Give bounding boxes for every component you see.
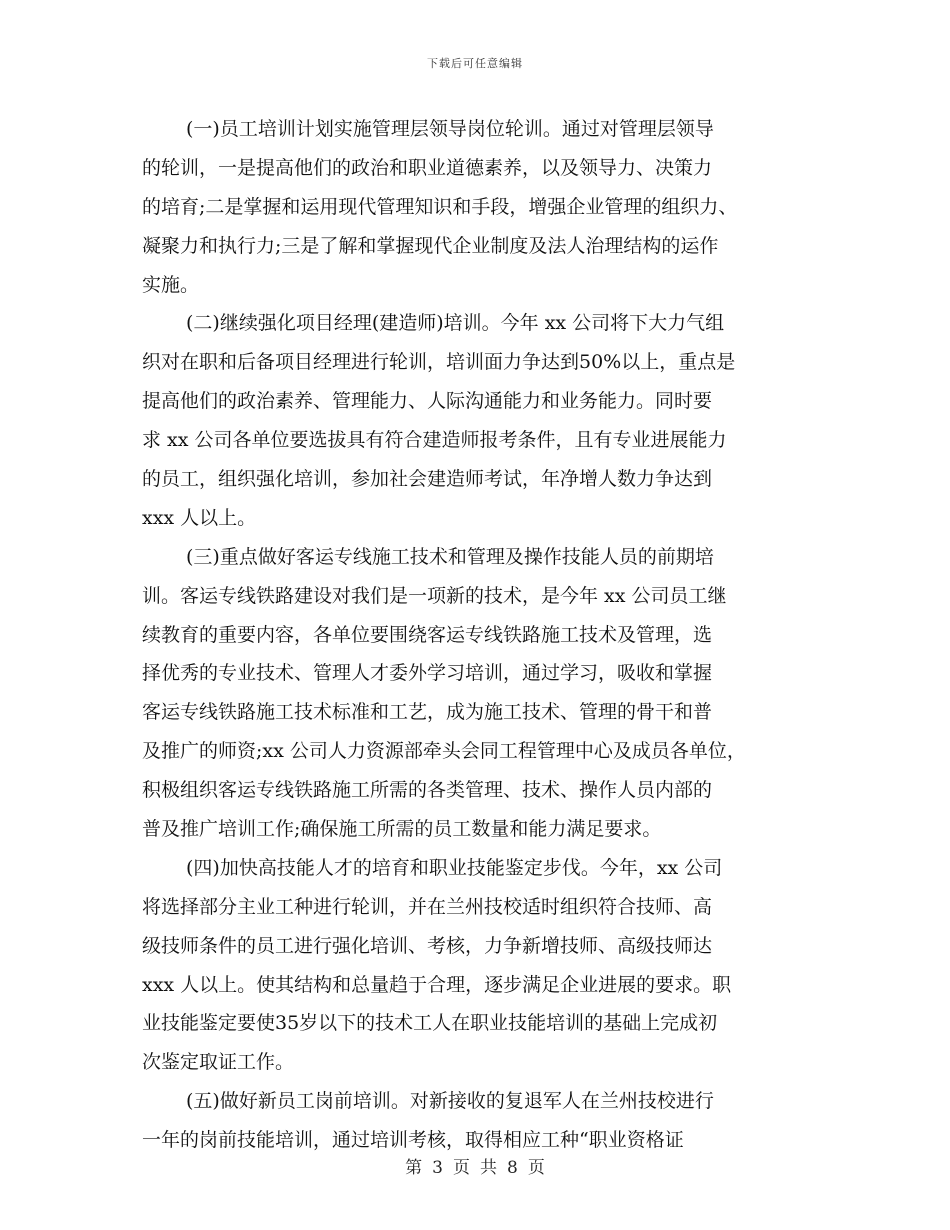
paragraph-3-line-5: 客运专线铁路施工技术标准和工艺，成为施工技术、管理的骨干和普 [142, 701, 713, 724]
paragraph-3-line-1: (三)重点做好客运专线施工技术和管理及操作技能人员的前期培 [186, 545, 714, 568]
paragraph-2-line-3: 提高他们的政治素养、管理能力、人际沟通能力和业务能力。同时要 [142, 390, 713, 413]
paragraph-4-line-4: xxx 人以上。使其结构和总量趋于合理，逐步满足企业进展的要求。职 [142, 973, 732, 996]
paragraph-1-line-5: 实施。 [142, 273, 200, 296]
footer-page-number: 3 [432, 1158, 443, 1178]
paragraph-3-line-4: 择优秀的专业技术、管理人才委外学习培训，通过学习，吸收和掌握 [142, 662, 713, 685]
paragraph-4-line-3: 级技师条件的员工进行强化培训、考核，力争新增技师、高级技师达 [142, 934, 713, 957]
page-footer [0, 1153, 950, 1178]
paragraph-4-line-2: 将选择部分主业工种进行轮训，并在兰州技校适时组织符合技师、高 [142, 895, 713, 918]
document-body [142, 110, 822, 1160]
paragraph-2-line-1: (二)继续强化项目经理(建造师)培训。今年 xx 公司将下大力气组 [186, 312, 725, 335]
paragraph-3-line-3: 续教育的重要内容，各单位要围绕客运专线铁路施工技术及管理，选 [142, 623, 713, 646]
paragraph-4-line-5: 业技能鉴定要使35岁以下的技术工人在职业技能培训的基础上完成初 [142, 1012, 718, 1035]
paragraph-2-line-5: 的员工，组织强化培训，参加社会建造师考试，年净增人数力争达到 [142, 468, 713, 491]
paragraph-3-line-7: 积极组织客运专线铁路施工所需的各类管理、技术、操作人员内部的 [142, 779, 713, 802]
paragraph-1-line-1: (一)员工培训计划实施管理层领导岗位轮训。通过对管理层领导 [186, 118, 714, 140]
footer-label-ye: 页 [453, 1158, 470, 1178]
paragraph-2-line-6: xxx 人以上。 [142, 506, 257, 529]
paragraph-3-line-8: 普及推广培训工作;确保施工所需的员工数量和能力满足要求。 [142, 818, 662, 841]
paragraph-4-line-6: 次鉴定取证工作。 [142, 1051, 295, 1074]
paragraph-1-line-4: 凝聚力和执行力;三是了解和掌握现代企业制度及法人治理结构的运作 [142, 234, 719, 257]
paragraph-2-line-2: 织对在职和后备项目经理进行轮训，培训面力争达到50%以上，重点是 [142, 351, 736, 374]
footer-label-gong: 共 [480, 1158, 497, 1178]
paragraph-3-line-2: 训。客运专线铁路建设对我们是一项新的技术，是今年 xx 公司员工继 [142, 584, 727, 607]
paragraph-4-line-1: (四)加快高技能人才的培育和职业技能鉴定步伐。今年，xx 公司 [186, 856, 723, 879]
footer-label-di: 第 [405, 1158, 423, 1178]
paragraph-2-line-4: 求 xx 公司各单位要选拔具有符合建造师报考条件，且有专业进展能力 [142, 429, 727, 452]
page-header: 下载后可任意编辑 [427, 57, 523, 70]
paragraph-3-line-6: 及推广的师资;xx 公司人力资源部牵头会同工程管理中心及成员各单位， [142, 740, 746, 763]
footer-total-pages: 8 [507, 1158, 518, 1178]
paragraph-5-line-1: (五)做好新员工岗前培训。对新接收的复退军人在兰州技校进行 [186, 1090, 714, 1113]
paragraph-1-line-3: 的培育;二是掌握和运用现代管理知识和手段，增强企业管理的组织力、 [142, 195, 738, 218]
paragraph-5-line-2: 一年的岗前技能培训，通过培训考核，取得相应工种“职业资格证 [142, 1129, 684, 1152]
footer-label-ye-2: 页 [527, 1158, 545, 1178]
paragraph-1-line-2: 的轮训，一是提高他们的政治和职业道德素养，以及领导力、决策力 [142, 156, 713, 179]
